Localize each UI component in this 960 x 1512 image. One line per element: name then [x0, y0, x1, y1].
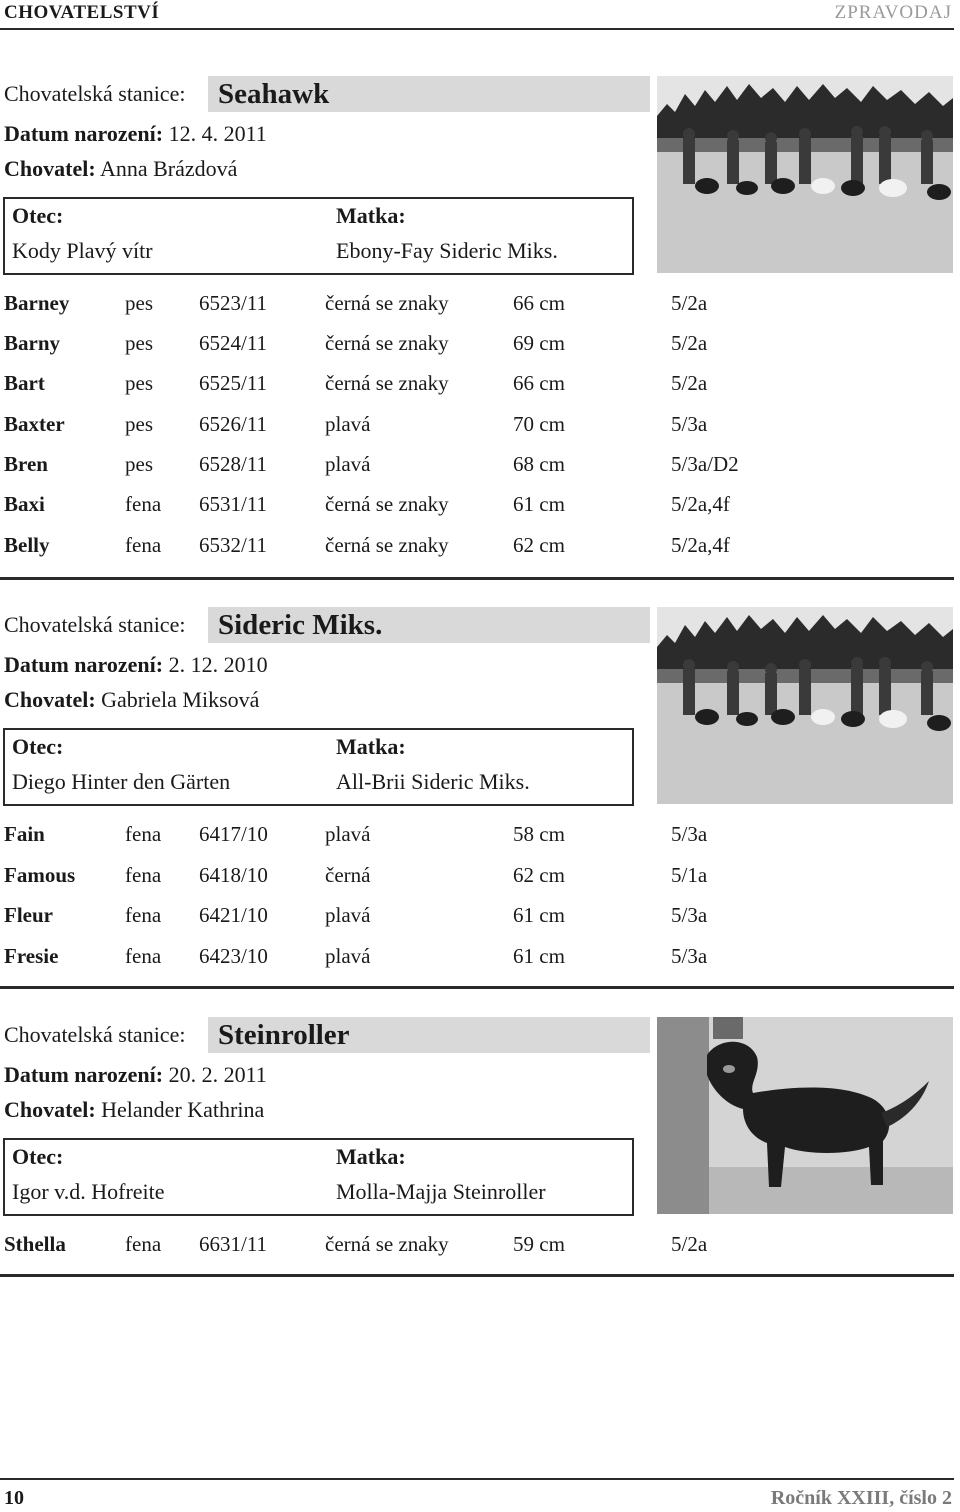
dog-name: Fleur: [4, 903, 53, 927]
parents-box: [3, 728, 634, 806]
dog-sex: fena: [125, 903, 162, 927]
dog-registry: 6631/11: [199, 1232, 268, 1256]
dog-sex: fena: [125, 822, 162, 846]
table-row: [0, 331, 960, 361]
dog-sex: pes: [125, 331, 153, 355]
dog-color: plavá: [325, 452, 371, 476]
birth-date: 12. 4. 2011: [168, 121, 267, 146]
dog-height: 62 cm: [513, 533, 565, 557]
dog-sex: pes: [125, 371, 153, 395]
dog-rating: 5/2a: [671, 1232, 708, 1256]
birth-label: Datum narození:: [4, 121, 164, 146]
breeder-label: Chovatel:: [4, 1097, 96, 1122]
breeder-line: [4, 156, 237, 182]
dog-registry: 6525/11: [199, 371, 268, 395]
dog-registry: 6531/11: [199, 492, 268, 516]
dog-registry: 6417/10: [199, 822, 268, 846]
birth-date-line: [4, 1062, 267, 1088]
breeder-line: [4, 687, 259, 713]
table-row: [0, 371, 960, 401]
dog-sex: fena: [125, 863, 162, 887]
section-divider: [0, 986, 954, 989]
mother-name: All-Brii Sideric Miks.: [336, 769, 530, 794]
dog-name: Barny: [4, 331, 61, 355]
mother-name: Molla-Majja Steinroller: [336, 1179, 546, 1204]
dog-height: 61 cm: [513, 903, 565, 927]
dog-name: Fresie: [4, 944, 59, 968]
dog-color: černá se znaky: [325, 331, 449, 355]
birth-label: Datum narození:: [4, 1062, 164, 1087]
father-name: Diego Hinter den Gärten: [12, 769, 231, 794]
dog-rating: 5/3a: [671, 944, 708, 968]
dog-rating: 5/3a: [671, 822, 708, 846]
station-label: Chovatelská stanice:: [4, 81, 186, 106]
dog-color: černá se znaky: [325, 371, 449, 395]
table-row: [0, 533, 960, 563]
dog-rating: 5/2a: [671, 371, 708, 395]
station-band: [208, 607, 650, 643]
footer-divider: [0, 1478, 954, 1480]
station-label: Chovatelská stanice:: [4, 612, 186, 637]
dog-registry: 6418/10: [199, 863, 268, 887]
station-label: Chovatelská stanice:: [4, 1022, 186, 1047]
dog-rating: 5/3a/D2: [671, 452, 739, 476]
breeder-label: Chovatel:: [4, 687, 96, 712]
mother-label: Matka:: [336, 1144, 406, 1169]
table-row: [0, 291, 960, 321]
dog-height: 58 cm: [513, 822, 565, 846]
dog-name: Barney: [4, 291, 70, 315]
dog-color: plavá: [325, 412, 371, 436]
dog-photo-image: [657, 1017, 953, 1214]
birth-date: 20. 2. 2011: [168, 1062, 267, 1087]
dog-rating: 5/2a,4f: [671, 492, 730, 516]
mother-label: Matka:: [336, 203, 406, 228]
dog-name: Famous: [4, 863, 76, 887]
birth-date: 2. 12. 2010: [168, 652, 268, 677]
father-name: Igor v.d. Hofreite: [12, 1179, 165, 1204]
dog-color: plavá: [325, 903, 371, 927]
page-number: 10: [4, 1487, 24, 1509]
dog-color: černá se znaky: [325, 291, 449, 315]
dog-rating: 5/3a: [671, 903, 708, 927]
dog-color: černá: [325, 863, 371, 887]
dog-name: Baxi: [4, 492, 45, 516]
dog-height: 68 cm: [513, 452, 565, 476]
mother-name: Ebony-Fay Sideric Miks.: [336, 238, 558, 263]
birth-date-line: [4, 121, 267, 147]
station-band: [208, 76, 650, 112]
table-row: [0, 412, 960, 442]
dog-registry: 6524/11: [199, 331, 268, 355]
father-label: Otec:: [12, 1144, 64, 1169]
dog-height: 66 cm: [513, 371, 565, 395]
dog-registry: 6423/10: [199, 944, 268, 968]
station-name: Seahawk: [218, 78, 330, 110]
dog-sex: fena: [125, 944, 162, 968]
dog-color: černá se znaky: [325, 1232, 449, 1256]
dog-rating: 5/2a: [671, 331, 708, 355]
group-photo-image: [657, 76, 953, 273]
dog-registry: 6532/11: [199, 533, 268, 557]
table-row: [0, 452, 960, 482]
station-band: [208, 1017, 650, 1053]
station-name: Steinroller: [218, 1019, 350, 1051]
group-photo: [657, 76, 953, 273]
dog-rating: 5/3a: [671, 412, 708, 436]
table-row: [0, 822, 960, 852]
dog-name: Baxter: [4, 412, 65, 436]
dog-sex: fena: [125, 492, 162, 516]
parents-box: [3, 197, 634, 275]
dog-height: 59 cm: [513, 1232, 565, 1256]
mother-label: Matka:: [336, 734, 406, 759]
dog-rating: 5/2a: [671, 291, 708, 315]
station-name: Sideric Miks.: [218, 609, 383, 641]
section-divider: [0, 1274, 954, 1277]
father-label: Otec:: [12, 734, 64, 759]
magazine-name: ZPRAVODAJ: [834, 2, 952, 23]
dog-name: Fain: [4, 822, 45, 846]
breeder-label: Chovatel:: [4, 156, 96, 181]
birth-date-line: [4, 652, 268, 678]
dog-name: Sthella: [4, 1232, 66, 1256]
father-label: Otec:: [12, 203, 64, 228]
table-row: [0, 903, 960, 933]
dog-height: 61 cm: [513, 492, 565, 516]
dog-color: černá se znaky: [325, 533, 449, 557]
dog-registry: 6421/10: [199, 903, 268, 927]
dog-sex: pes: [125, 452, 153, 476]
breeder-name: Anna Brázdová: [99, 156, 238, 181]
dog-color: černá se znaky: [325, 492, 449, 516]
dog-sex: pes: [125, 412, 153, 436]
dog-height: 66 cm: [513, 291, 565, 315]
table-row: [0, 1232, 960, 1262]
dog-rating: 5/2a,4f: [671, 533, 730, 557]
dog-photo: [657, 1017, 953, 1214]
father-name: Kody Plavý vítr: [12, 238, 153, 263]
dog-sex: fena: [125, 1232, 162, 1256]
dog-height: 62 cm: [513, 863, 565, 887]
dog-sex: pes: [125, 291, 153, 315]
table-row: [0, 944, 960, 974]
dog-name: Bren: [4, 452, 48, 476]
section-divider: [0, 577, 954, 580]
group-photo: [657, 607, 953, 804]
dog-rating: 5/1a: [671, 863, 708, 887]
parents-box: [3, 1138, 634, 1216]
breeder-name: Helander Kathrina: [101, 1097, 265, 1122]
table-row: [0, 492, 960, 522]
birth-label: Datum narození:: [4, 652, 164, 677]
dog-color: plavá: [325, 944, 371, 968]
breeder-line: [4, 1097, 264, 1123]
table-row: [0, 863, 960, 893]
section-header: CHOVATELSTVÍ: [4, 2, 160, 23]
issue-label: Ročník XXIII, číslo 2: [770, 1487, 952, 1509]
dog-registry: 6523/11: [199, 291, 268, 315]
dog-registry: 6528/11: [199, 452, 268, 476]
dog-sex: fena: [125, 533, 162, 557]
dog-registry: 6526/11: [199, 412, 268, 436]
group-photo-image: [657, 607, 953, 804]
dog-name: Belly: [4, 533, 50, 557]
header-divider: [0, 28, 954, 30]
dog-height: 69 cm: [513, 331, 565, 355]
dog-height: 70 cm: [513, 412, 565, 436]
dog-color: plavá: [325, 822, 371, 846]
dog-name: Bart: [4, 371, 45, 395]
breeder-name: Gabriela Miksová: [101, 687, 260, 712]
dog-height: 61 cm: [513, 944, 565, 968]
